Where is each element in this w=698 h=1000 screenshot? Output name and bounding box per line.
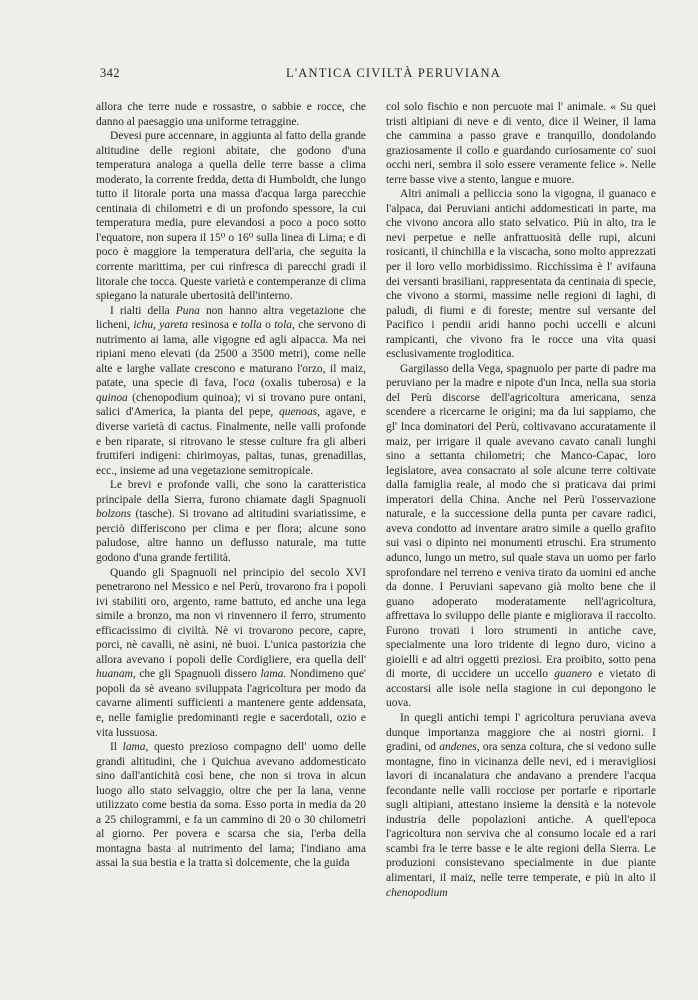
italic-term: quenoas, <box>279 406 320 419</box>
italic-term: lama. <box>260 668 287 681</box>
paragraph: allora che terre nude e rossastre, o sabbie e rocce, che danno al paesaggio una uniforme tetraggine. <box>96 101 366 128</box>
right-column <box>386 100 656 900</box>
italic-term: guanero <box>554 668 592 681</box>
italic-term: tola, <box>274 319 295 332</box>
italic-term: quinoa <box>96 391 128 404</box>
paragraph: col solo fischio e non percuote mai l' animale. « Su quei tristi altipiani di neve e di vento, dice il Weiner, il lama che cammina a passo grave e tranquillo, dondolando graziosamente il collo e guardando curiosamente co' suoi occhi neri, sembra il solo essere veramente felice ». Nelle terre basse vive a stento, langue e muore. <box>386 101 656 186</box>
paragraph: Quando gli Spagnuoli nel principio del secolo XVI penetrarono nel Messico e nel Perù, trovarono fra i popoli ivi stabiliti oro, argento, rame battuto, ed anche una lega simile a bronzo, ma non vi rinvennero il ferro, strumento efficacissimo di civiltà. Nè vi trovarono pecore, capre, porci, nè cavalli, nè asini, nè buoi. L'unica pastorizia che allora avevano i popoli delle Cordigliere, era quella dell' huanam, che gli Spagnuoli dissero lama. Nondimeno que' popoli da sè aveano sviluppata l'agricoltura per modo da cavarne alimenti sufficienti a mantenere gente addensata, e, nelle famiglie predominanti regie e sacerdotali, ozio e vita lussuosa. <box>96 566 366 739</box>
running-title: L'ANTICA CIVILTÀ PERUVIANA <box>286 66 501 80</box>
italic-term: andenes, <box>439 741 480 754</box>
page-number: 342 <box>100 66 120 80</box>
italic-term: Puna <box>175 304 200 317</box>
italic-term: oca <box>238 377 255 390</box>
italic-term: bolzons <box>96 508 131 521</box>
italic-term: chenopodium <box>386 886 448 899</box>
page-header <box>100 66 660 86</box>
italic-term: tolla <box>240 319 262 332</box>
paragraph: Le brevi e profonde valli, che sono la caratteristica principale della Sierra, furono chiamate dagli Spagnuoli bolzons (tasche). Si trovano ad altitudini svariatissime, e perciò differiscono per clima e per flora; alcune sono paludose, altre hanno un deflusso naturale, ma tutte godono d'una grande fertilità. <box>96 479 366 564</box>
italic-term: ichu, yareta <box>133 319 189 332</box>
paragraph: Altri animali a pelliccia sono la vigogna, il guanaco e l'alpaca, dai Peruviani antichi addomesticati in parte, ma che vivono ancora allo stato selvatico. Più in alto, tra le nevi perpetue e nelle anfrattuosità delle rupi, alcuni rosicanti, il chinchilla e la viscacha, sono molto apprezzati per il loro vello morbidissimo. Ricchissima è l' avifauna dei versanti brasiliani, rappresentata da centinaia di specie, che vivono a stormi, massime nelle regioni di laghi, di paludi, di fiumi e di foreste; mentre sul versante del Pacifico i pendii aridi hanno pochi uccelli e alcuni rampicanti, che vivono fra le rocce una vita quasi esclusivamente trogloditica. <box>386 188 656 361</box>
paragraph: Devesi pure accennare, in aggiunta al fatto della grande altitudine delle regioni abitate, che godono d'una temperatura analoga a quella delle terre basse a clima moderato, la corrente fredda, detta di Humboldt, che lungo tutto il litorale porta una massa d'acqua larga parecchie centinaia di chilometri e di un profondo spessore, la cui temperatura media, pure elevandosi a poco a poco sotto l'equatore, non supera il 15⁰ o 16⁰ sulla linea di Lima; e di poco è maggiore la temperatura dell'aria, che seguita la corrente marittima, per cui rinfresca di parecchi gradi il litorale che tocca. Queste varietà e contemperanze di clima spiegano la naturale ubertosità dell'interno. <box>96 130 366 303</box>
paragraph: Il lama, questo prezioso compagno dell' uomo delle grandi altitudini, che i Quichua avevano addomesticato sino dall'antichità così bene, che non si trova in alcun luogo allo stato selvaggio, oltre che per la lana, venne utilizzato come bestia da soma. Esso porta in media da 20 a 25 chilogrammi, e fa un cammino di 20 o 30 chilometri al giorno. Per povera e scarsa che sia, l'erba della montagna basta al nutrimento del lama; l'indiano ama assai la sua bestia e la tratta sì dolcemente, che la guida <box>96 741 366 870</box>
left-column <box>96 100 366 871</box>
paragraph: In quegli antichi tempi l' agricoltura peruviana aveva dunque importanza maggiore che ai nostri giorni. I gradini, od andenes, ora senza coltura, che si vedono sulle montagne, fino in vicinanza delle nevi, ed i meravigliosi lavori di incanalatura che andavano a prendere l'acqua fecondante nelle valli rocciose per portarle e riportarle sugli altipiani, attestano insieme la densità e la notevole industria delle popolazioni antiche. A quell'epoca l'agricoltura non serviva che al consumo locale ed a rari scambi fra le terre basse e le alte regioni della Sierra. Le produzioni consistevano specialmente in due piante alimentari, il maiz, nelle terre temperate, e più in alto il chenopodium <box>386 711 656 899</box>
paragraph: Gargilasso della Vega, spagnuolo per parte di padre ma peruviano per la madre e nipote d'un Inca, nella sua storia del Perù discorse dell'agricoltura americana, senza scendere a ricercarne le origini; ma da lui sappiamo, che gl' Inca dominatori del Perù, coltivavano accuratamente il maiz, per irrigare il quale avevano cavato canali lunghi sino a settanta chilometri; che Manco-Capac, loro legislatore, avea consacrato al sole alcune terre coltivate dalla famiglia reale, al modo che si praticava dai primi imperatori della China. Anche nel Perù l'osservazione naturale, e la successione della punta per cavare radici, aveva condotto ad inventare aratro simile a quello grafito sui vasi o dipinto nei monumenti etruschi. Era strumento adunco, lungo un metro, sul quale stava un uomo per farlo sprofondare nel terreno e veniva tirato da uomini ed anche da donne. I Peruviani sapevano già molto bene che il guano adoperato moderatamente nell'agricoltura, affrettava lo sviluppo delle piante e migliorava il raccolto. Furono trovati i loro strumenti in antiche cave, specialmente una loro tridente di legno duro, vicino a gioielli e ad altri oggetti preziosi. Era proibito, sotto pena di morte, di uccidere un uccello guanero e vietato di accostarsi alle isole nella stagione in cui depongono le uova. <box>386 362 656 710</box>
italic-term: lama, <box>122 741 149 754</box>
italic-term: huanam, <box>96 668 136 681</box>
paragraph: I rialti della Puna non hanno altra vegetazione che licheni, ichu, yareta resinosa e tolla o tola, che servono di nutrimento ai lama, alle vigogne ed agli alpacca. Ma nei ripiani meno elevati (da 2500 a 3500 metri), come nelle alte e larghe vallate crescono e maturano l'orzo, il maiz, patate, una specie di fava, l'oca (oxalis tuberosa) e la quinoa (chenopodium quinoa); vi si trovano pure ontani, salici d'America, la pianta del pepe, quenoas, agave, e diverse varietà di cactus. Finalmente, nelle valli profonde e ben riparate, si ritrovano le stesse culture fra gli alberi fruttiferi indigeni: chirimoyas, paltas, tunas, grenadillas, ecc., insieme ad una vegetazione semitropicale. <box>96 304 367 477</box>
